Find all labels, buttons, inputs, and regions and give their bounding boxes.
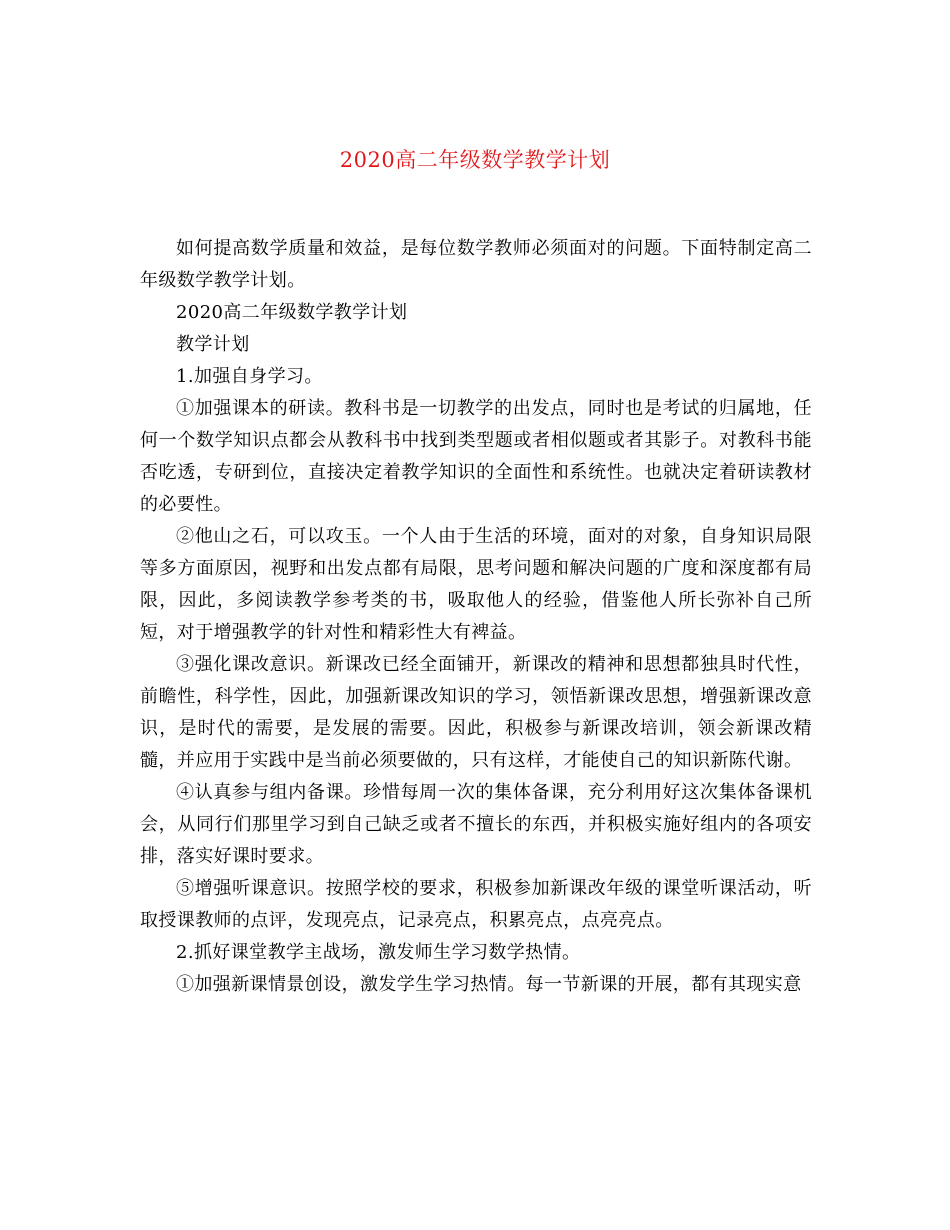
paragraph-item-1-5: ⑤增强听课意识。按照学校的要求，积极参加新课改年级的课堂听课活动，听取授课教师的点评，发现亮点，记录亮点，积累亮点，点亮亮点。: [140, 878, 812, 931]
document-title: 2020高二年级数学教学计划: [339, 148, 611, 172]
paragraph-item-2-1: ①加强新课情景创设，激发学生学习热情。每一节新课的开展，都有其现实意: [176, 974, 802, 995]
paragraph-item-1-4: ④认真参与组内备课。珍惜每周一次的集体备课，充分利用好这次集体备课机会，从同行们那里学习到自己缺乏或者不擅长的东西，并积极实施好组内的各项安排，落实好课时要求。: [140, 782, 812, 867]
paragraph-subtitle: 2020高二年级数学教学计划: [176, 302, 408, 323]
paragraph-intro: 如何提高数学质量和效益，是每位数学教师必须面对的问题。下面特制定高二年级数学教学计划。: [140, 238, 812, 291]
paragraph-item-1-2: ②他山之石，可以攻玉。一个人由于生活的环境，面对的对象，自身知识局限等多方面原因，视野和出发点都有局限，思考问题和解决问题的广度和深度都有局限，因此，多阅读教学参考类的书，吸取他人的经验，借鉴他人所长弥补自己所短，对于增强教学的针对性和精彩性大有裨益。: [140, 526, 812, 643]
document-body: [140, 233, 812, 1001]
paragraph-item-1: 1.加强自身学习。: [176, 366, 323, 387]
paragraph-section-heading: 教学计划: [176, 334, 250, 355]
paragraph-item-1-3: ③强化课改意识。新课改已经全面铺开，新课改的精神和思想都独具时代性，前瞻性，科学性，因此，加强新课改知识的学习，领悟新课改思想，增强新课改意识，是时代的需要，是发展的需要。因此，积极参与新课改培训，领会新课改精髓，并应用于实践中是当前必须要做的，只有这样，才能使自己的知识新陈代谢。: [140, 654, 812, 771]
paragraph-item-2: 2.抓好课堂教学主战场，激发师生学习数学热情。: [176, 942, 581, 963]
paragraph-item-1-1: ①加强课本的研读。教科书是一切教学的出发点，同时也是考试的归属地，任何一个数学知识点都会从教科书中找到类型题或者相似题或者其影子。对教科书能否吃透，专研到位，直接决定着教学知识的全面性和系统性。也就决定着研读教材的必要性。: [140, 398, 812, 515]
